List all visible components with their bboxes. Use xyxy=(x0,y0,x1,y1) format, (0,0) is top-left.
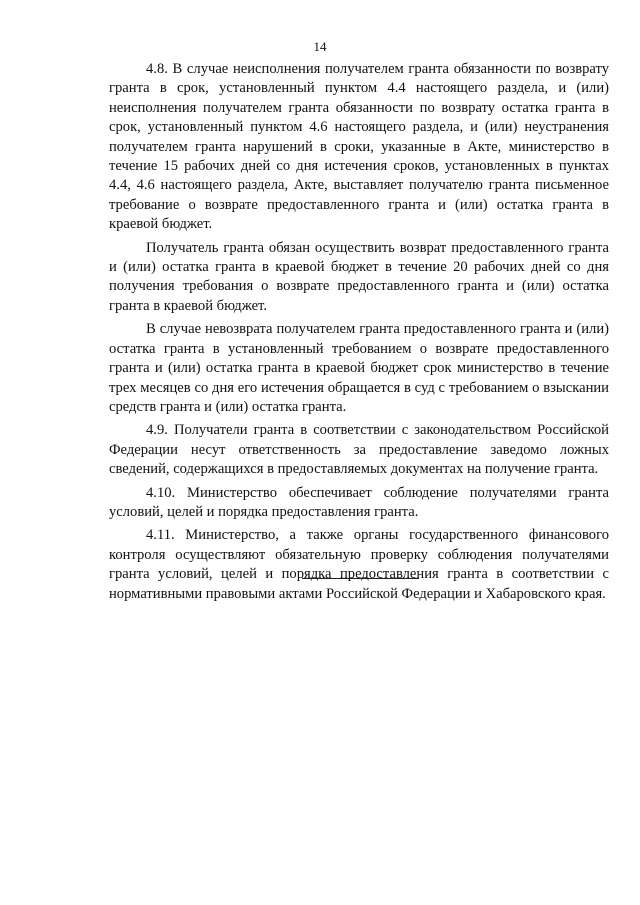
paragraph-4-9: 4.9. Получатели гранта в соответствии с законодательством Российской Федерации несут ответственность за предоставление заведомо ложных сведений, содержащихся в предоставляемых документах на получение гранта. xyxy=(109,422,609,478)
page-number: 14 xyxy=(313,39,327,54)
document-body xyxy=(109,60,609,604)
paragraph-grant-return-obligation: Получатель гранта обязан осуществить возврат предоставленного гранта и (или) остатка гранта в краевой бюджет в течение 20 рабочих дней со дня получения требования о возврате предоставленного гранта и (или) остатка гранта в краевой бюджет. xyxy=(109,239,609,314)
paragraph-4-8: 4.8. В случае неисполнения получателем гранта обязанности по возврату гранта в срок, установленный пунктом 4.4 настоящего раздела, и (или) неисполнения получателем гранта обязанности по возврату остатка гранта в срок, установленный пунктом 4.6 настоящего раздела, и (или) неустранения получателем гранта нарушений в сроки, указанные в Акте, министерство в течение 15 рабочих дней со дня истечения сроков, установленных в пунктах 4.4, 4.6 настоящего раздела, Акте, выставляет получателю гранта письменное требование о возврате предоставленного гранта и (или) остатка гранта в краевой бюджет. xyxy=(109,61,609,233)
paragraph-non-return-court: В случае невозврата получателем гранта предоставленного гранта и (или) остатка гранта в установленный требованием о возврате предоставленного гранта и (или) остатка гранта в краевой бюджет срок министерство в течение трех месяцев со дня его истечения обращается в суд с требованием о взыскании средств гранта и (или) остатка гранта. xyxy=(109,321,609,415)
paragraph-4-10: 4.10. Министерство обеспечивает соблюдение получателями гранта условий, целей и порядка предоставления гранта. xyxy=(109,484,609,520)
paragraph-4-11: 4.11. Министерство, а также органы государственного финансового контроля осуществляют обязательную проверку соблюдения получателями гранта условий, целей и порядка предоставления гранта в соответствии с нормативными правовыми актами Российской Федерации и Хабаровского края. xyxy=(109,527,609,602)
end-divider-line xyxy=(302,578,419,579)
